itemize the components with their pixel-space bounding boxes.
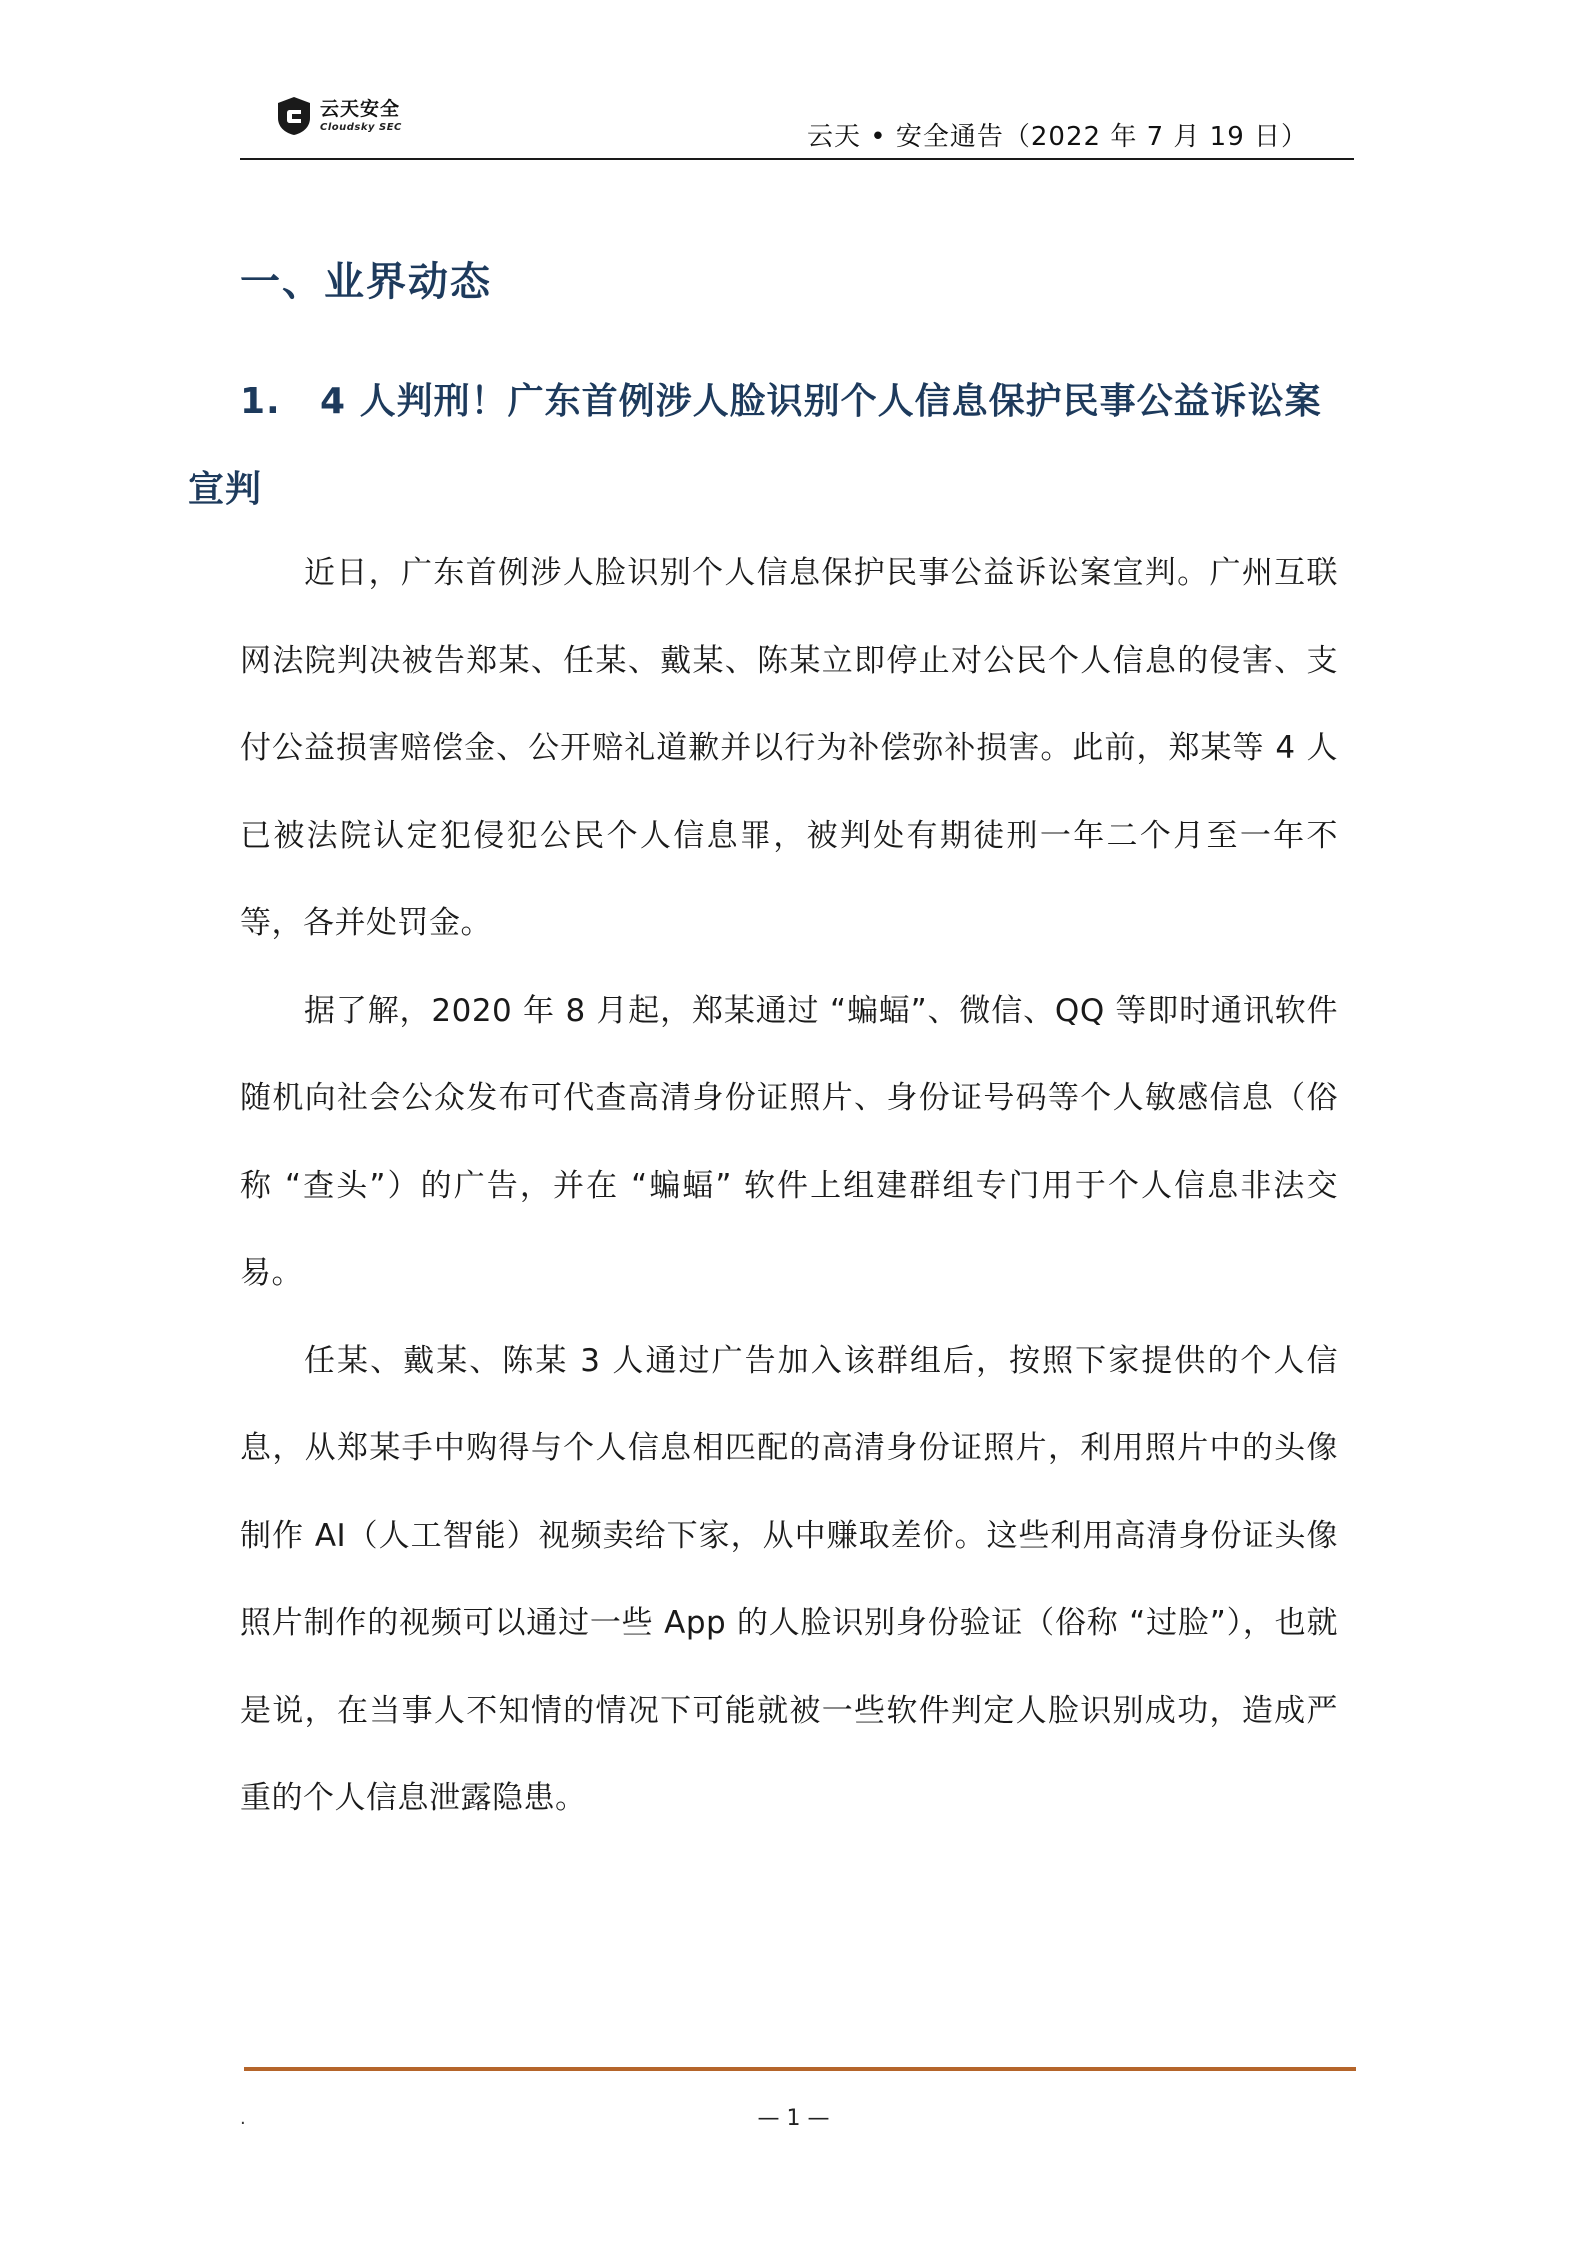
cloudsky-shield-icon xyxy=(276,96,312,136)
paragraph: 据了解，2020 年 8 月起，郑某通过 “蝙蝠”、微信、QQ 等即时通讯软件随机向社会公众发布可代查高清身份证照片、身份证号码等个人敏感信息（俗称 “查头”）的广告，并在 “蝙蝠” 软件上组建群组专门用于个人信息非法交易。 xyxy=(240,992,1338,1291)
page-header xyxy=(240,92,1354,160)
article-number: 1. xyxy=(240,381,281,422)
article-title xyxy=(188,358,1338,534)
bulletin-title: 云天 • 安全通告（2022 年 7 月 19 日） xyxy=(807,122,1308,152)
logo-subtitle: Cloudsky SEC xyxy=(320,121,402,133)
company-logo xyxy=(276,96,402,136)
page-number: — 1 — xyxy=(757,2106,830,2131)
paragraph: 任某、戴某、陈某 3 人通过广告加入该群组后，按照下家提供的个人信息，从郑某手中购得与个人信息相匹配的高清身份证照片，利用照片中的头像制作 AI（人工智能）视频卖给下家，从中赚取差价。这些利用高清身份证头像照片制作的视频可以通过一些 App 的人脸识别身份验证（俗称 “过脸”），也就是说，在当事人不知情的情况下可能就被一些软件判定人脸识别成功，造成严重的个人信息泄露隐患。 xyxy=(240,1342,1338,1816)
footer-dot: . xyxy=(240,2108,246,2129)
logo-name: 云天安全 xyxy=(320,97,401,120)
article-title-text: 4 人判刑！广东首例涉人脸识别个人信息保护民事公益诉讼案宣判 xyxy=(188,381,1322,510)
paragraph: 近日，广东首例涉人脸识别个人信息保护民事公益诉讼案宣判。广州互联网法院判决被告郑某、任某、戴某、陈某立即停止对公民个人信息的侵害、支付公益损害赔偿金、公开赔礼道歉并以行为补偿弥补损害。此前，郑某等 4 人已被法院认定犯侵犯公民个人信息罪，被判处有期徒刑一年二个月至一年不等，各并处罚金。 xyxy=(240,555,1338,941)
footer-divider xyxy=(244,2067,1356,2071)
article-body xyxy=(240,530,1338,1843)
header-divider xyxy=(240,158,1354,160)
section-heading: 一、业界动态 xyxy=(240,259,492,305)
